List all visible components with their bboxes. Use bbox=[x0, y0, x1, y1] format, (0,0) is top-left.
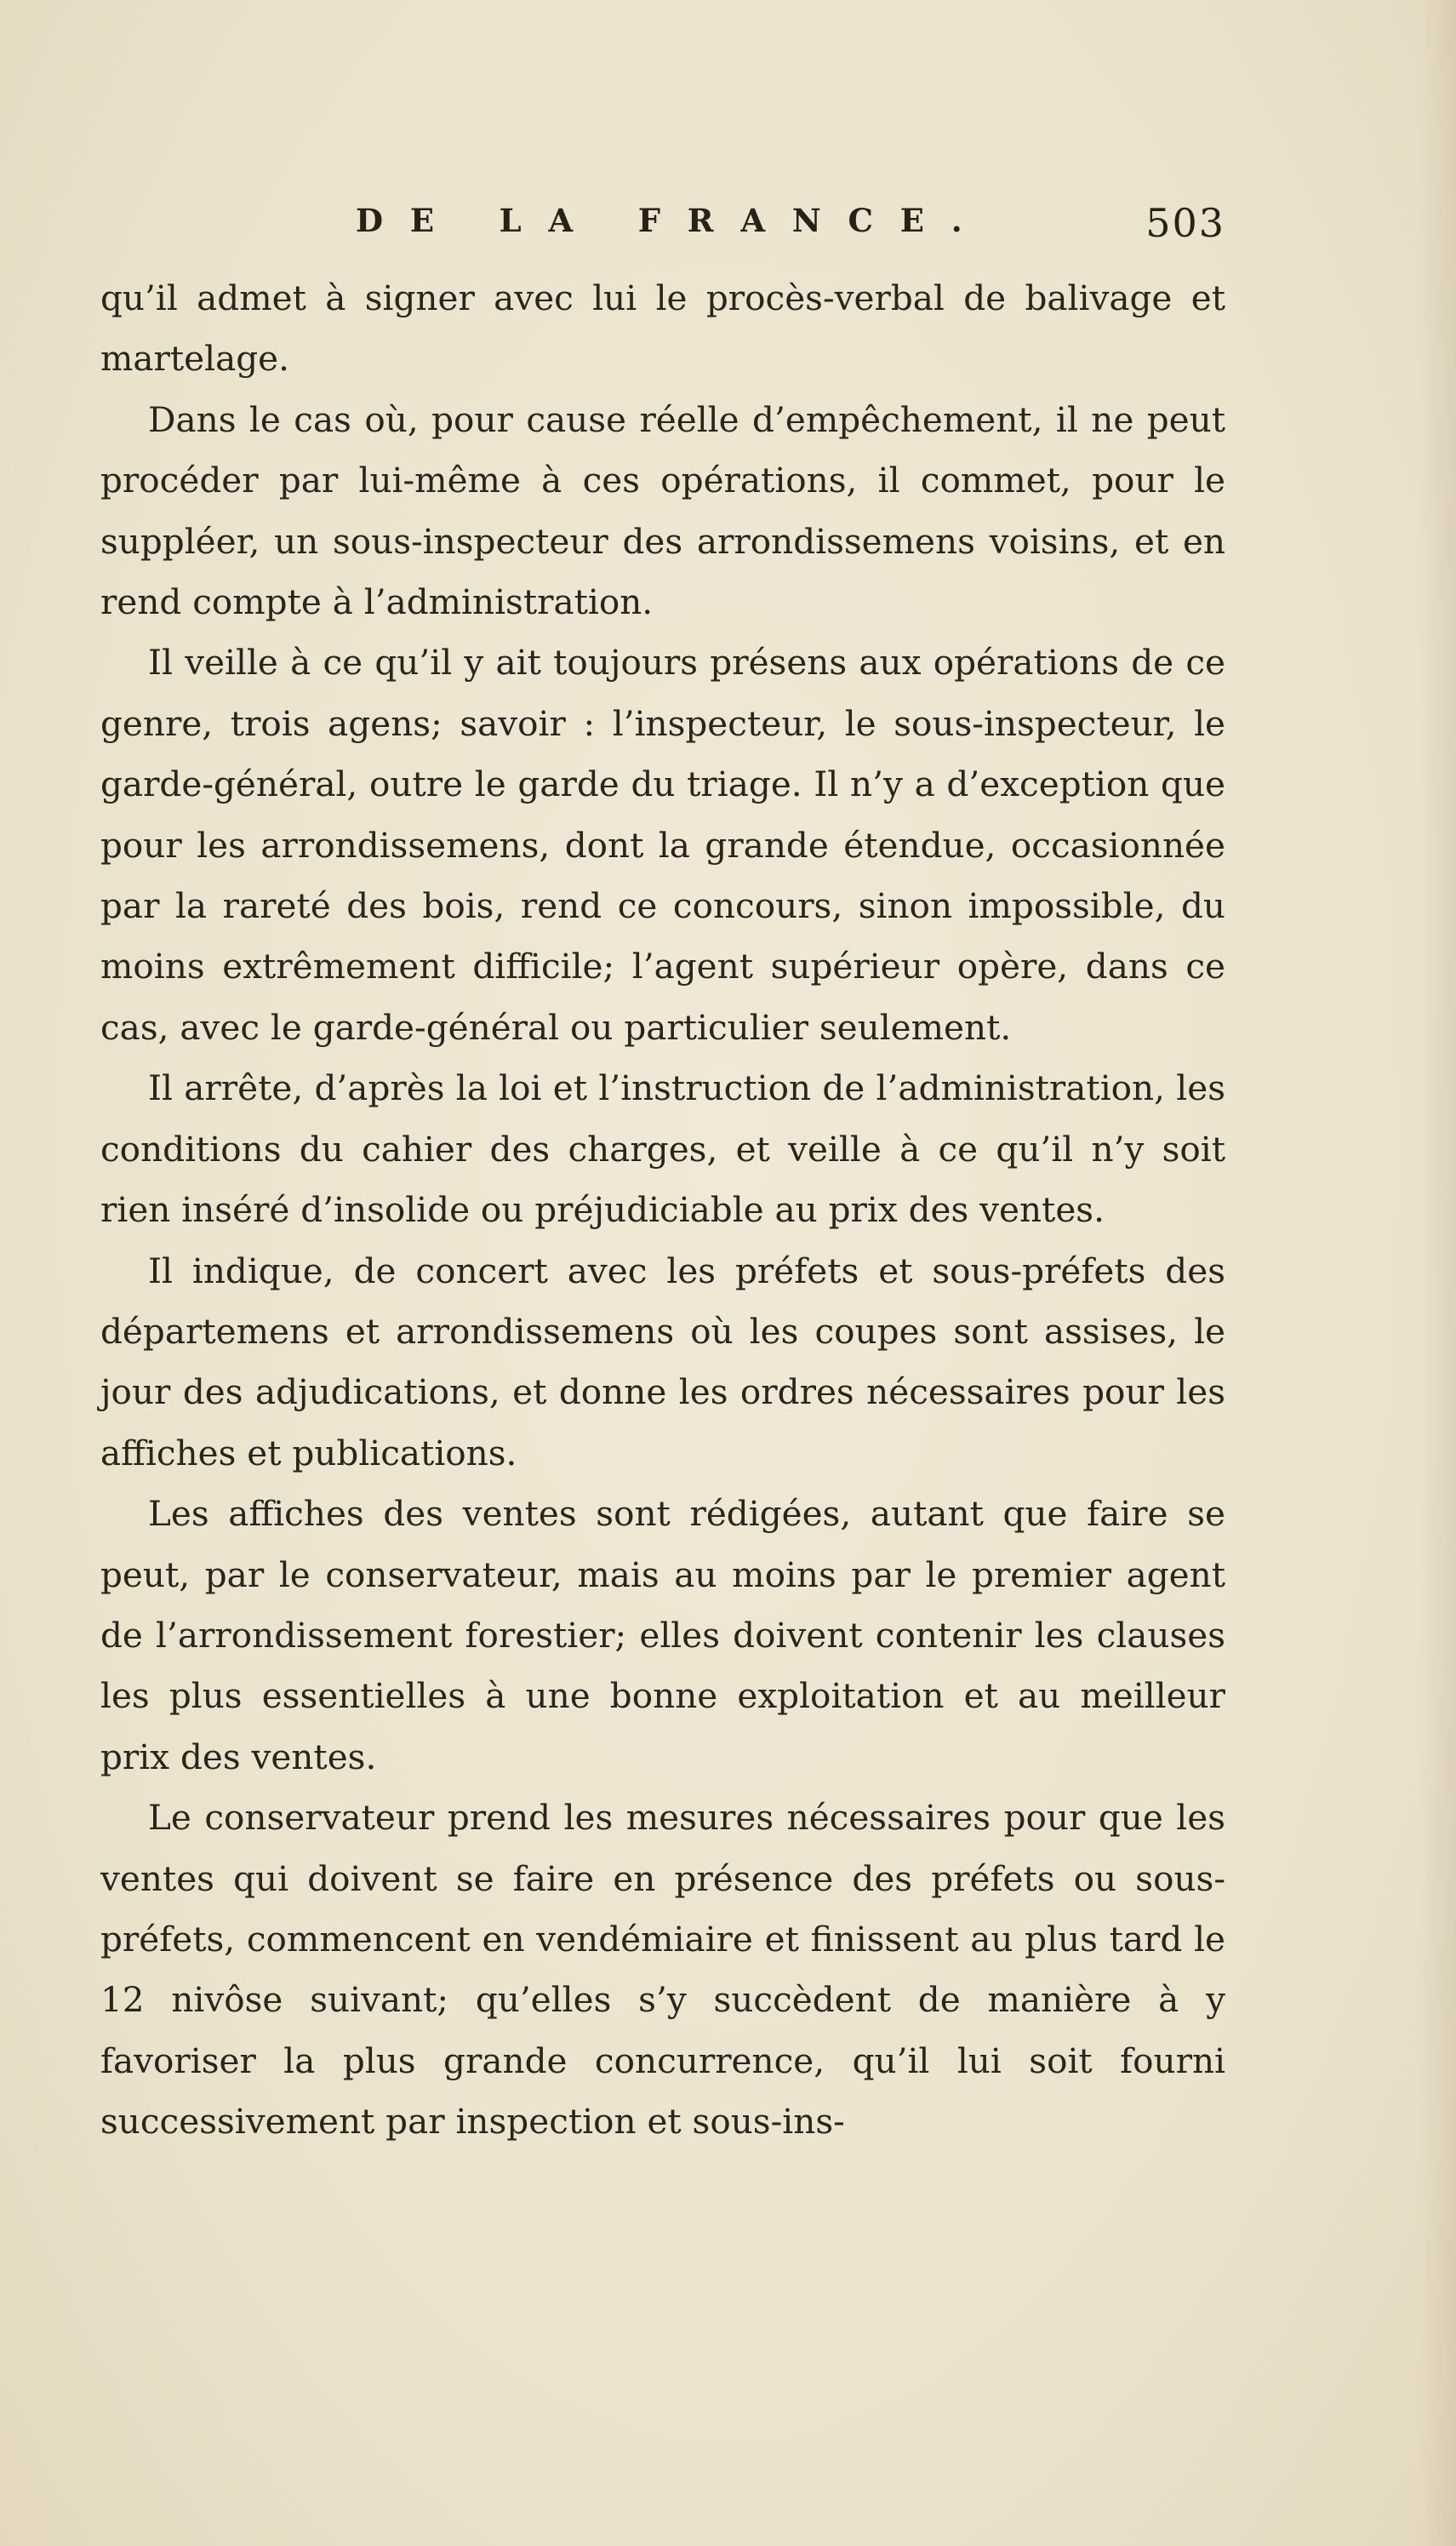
running-title: DE LA FRANCE. bbox=[356, 202, 990, 239]
paragraph: Il arrête, d’après la loi et l’instruction de l’administration, les conditions du cahier des charges, et veille à ce qu’il n’y soit rien inséré d’insolide ou préjudiciable au prix des ventes. bbox=[100, 1067, 1225, 1231]
paragraph: Le conservateur prend les mesures nécessaires pour que les ventes qui doivent se faire en présence des préfets ou sous-préfets, commencent en vendémiaire et finissent au plus tard le 12 nivôse suivant; qu’elles s’y succèdent de manière à y favoriser la plus grande concurrence, qu’il lui soit fourni successivement par inspection et sous-ins- bbox=[100, 1797, 1225, 2143]
page-number: 503 bbox=[1145, 200, 1225, 246]
page-header bbox=[102, 200, 1225, 260]
page-edge-shadow bbox=[1419, 0, 1456, 2546]
paragraph-continuation: qu’il admet à signer avec lui le procès-verbal de balivage et martelage. bbox=[100, 277, 1225, 380]
paragraph: Il indique, de concert avec les préfets et sous-préfets des départemens et arrondissemens où les coupes sont assises, le jour des adjudications, et donne les ordres nécessaires pour les affiches et publications. bbox=[100, 1250, 1225, 1473]
body-text bbox=[100, 268, 1225, 2153]
paragraph: Les affiches des ventes sont rédigées, autant que faire se peut, par le conservateur, mais au moins par le premier agent de l’arrondissement forestier; elles doivent contenir les clauses les plus essentielles à une bonne exploitation et au meilleur prix des ventes. bbox=[100, 1493, 1225, 1777]
paragraph: Il veille à ce qu’il y ait toujours présens aux opérations de ce genre, trois agens; savoir : l’inspecteur, le sous-inspecteur, le garde-général, outre le garde du triage. Il n’y a d’exception que pour les arrondissemens, dont la grande étendue, occasionnée par la rareté des bois, rend ce concours, sinon impossible, du moins extrêmement difficile; l’agent supérieur opère, dans ce cas, avec le garde-général ou particulier seulement. bbox=[100, 642, 1225, 1048]
paragraph: Dans le cas où, pour cause réelle d’empêchement, il ne peut procéder par lui-même à ces opérations, il commet, pour le suppléer, un sous-inspecteur des arrondissemens voisins, et en rend compte à l’administration. bbox=[100, 398, 1225, 623]
